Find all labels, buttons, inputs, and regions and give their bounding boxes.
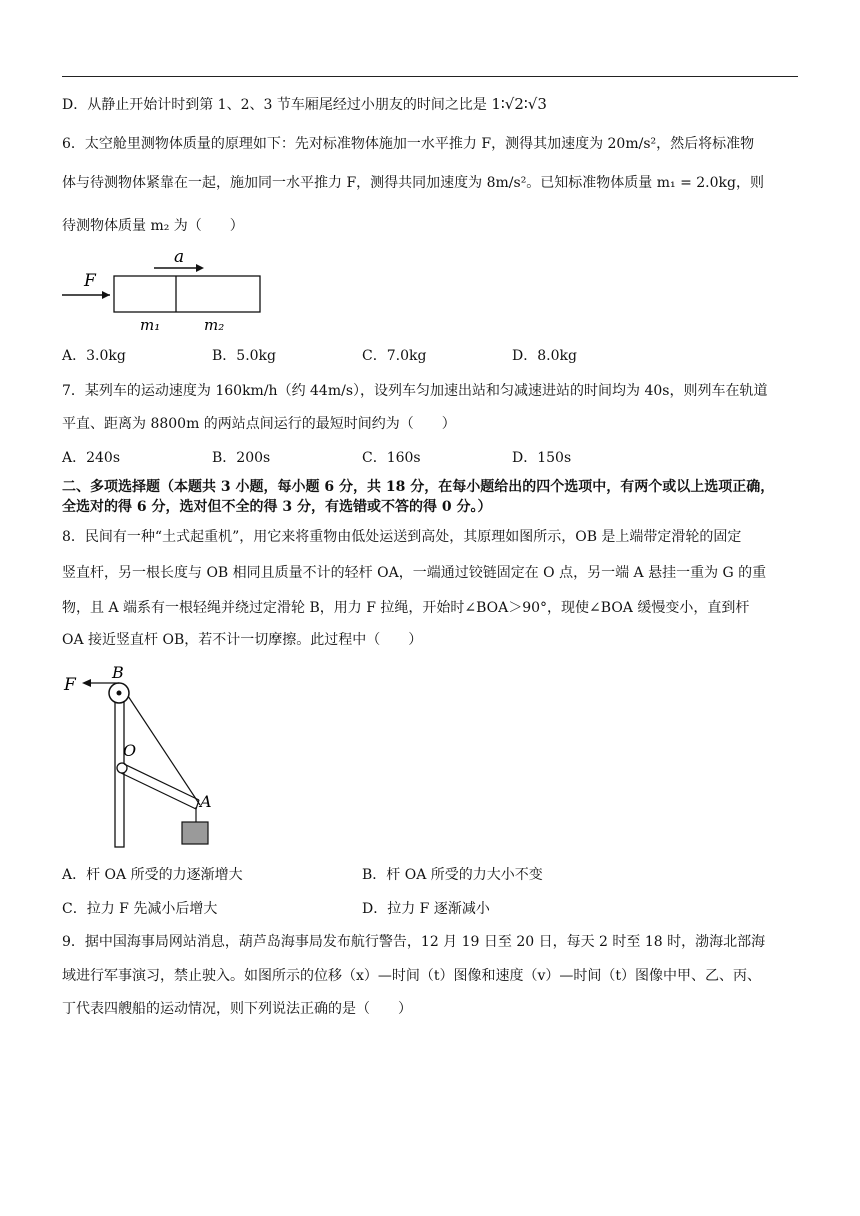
q7-line2: 平直、距离为 8800m 的两站点间运行的最短时间约为（ ） <box>62 416 456 432</box>
q8-line4: OA 接近竖直杆 OB，若不计一切摩擦。此过程中（ ） <box>62 632 423 648</box>
q9-line2: 域进行军事演习，禁止驶入。如图所示的位移（x）—时间（t）图像和速度（v）—时间（t）图像中甲、乙、丙、 <box>62 968 762 984</box>
q8-crane-figure <box>60 662 220 852</box>
section2-heading-line1: 二、多项选择题（本题共 3 小题，每小题 6 分，共 18 分，在每小题给出的四个选项中，有两个或以上选项正确， <box>62 479 775 495</box>
q5-ratio: 1∶√2∶√3 <box>491 95 547 113</box>
pull-arrow-head <box>82 679 91 687</box>
q6-line1: 6．太空舱里测物体质量的原理如下：先对标准物体施加一水平推力 F，测得其加速度为 20m/s²，然后将标准物 <box>62 136 755 152</box>
q7-option-c[interactable]: C．160s <box>362 450 421 466</box>
pulley-axle <box>117 691 122 696</box>
accel-label: a <box>174 248 185 267</box>
q6-option-a[interactable]: A．3.0kg <box>62 348 126 364</box>
q7-option-d[interactable]: D．150s <box>512 450 572 466</box>
q5-option-d[interactable] <box>62 94 547 115</box>
q9-line1: 9．据中国海事局网站消息，葫芦岛海事局发布航行警告，12 月 19 日至 20 日，每天 2 时至 18 时，渤海北部海 <box>62 934 766 950</box>
q5-option-d-text: D．从静止开始计时到第 1、2、3 节车厢尾经过小朋友的时间之比是 <box>62 97 487 113</box>
q8-line3: 物，且 A 端系有一根轻绳并绕过定滑轮 B，用力 F 拉绳，开始时∠BOA＞90°，现使∠BOA 缓慢变小，直到杆 <box>62 600 750 616</box>
q8-line1: 8．民间有一种“土式起重机”，用它来将重物由低处运送到高处，其原理如图所示，OB 是上端带定滑轮的固定 <box>62 529 742 545</box>
q6-option-c[interactable]: C．7.0kg <box>362 348 427 364</box>
q6-line3: 待测物体质量 m₂ 为（ ） <box>62 218 244 234</box>
label-o: O <box>123 741 137 760</box>
label-f: F <box>64 675 76 695</box>
blocks-outline <box>114 276 260 312</box>
accel-arrow-head <box>196 264 204 272</box>
q6-block-figure <box>60 248 270 340</box>
rod-oa-bottom <box>121 773 196 809</box>
q6-option-d[interactable]: D．8.0kg <box>512 348 577 364</box>
q8-option-c[interactable]: C．拉力 F 先减小后增大 <box>62 901 218 917</box>
q8-line2: 竖直杆，另一根长度与 OB 相同且质量不计的轻杆 OA，一端通过铰链固定在 O 点，另一端 A 悬挂一重为 G 的重 <box>62 565 767 581</box>
q7-option-a[interactable]: A．240s <box>62 450 121 466</box>
force-arrow-head <box>102 291 110 299</box>
rope-b-to-a <box>128 696 200 805</box>
q7-option-b[interactable]: B．200s <box>212 450 271 466</box>
section2-heading-line2: 全选对的得 6 分，选对但不全的得 3 分，有选错或不答的得 0 分。） <box>62 499 492 515</box>
q6-line2: 体与待测物体紧靠在一起，施加同一水平推力 F，测得共同加速度为 8m/s²。已知标准物体质量 m₁ = 2.0kg，则 <box>62 175 764 191</box>
label-a: A <box>200 792 212 811</box>
q9-line3: 丁代表四艘船的运动情况，则下列说法正确的是（ ） <box>62 1001 412 1017</box>
header-rule <box>62 76 798 77</box>
weight-block <box>182 822 208 844</box>
q8-option-b[interactable]: B．杆 OA 所受的力大小不变 <box>362 867 543 883</box>
q6-option-b[interactable]: B．5.0kg <box>212 348 276 364</box>
q7-line1: 7．某列车的运动速度为 160km/h（约 44m/s），设列车匀加速出站和匀减速进站的时间均为 40s，则列车在轨道 <box>62 383 768 399</box>
q8-option-d[interactable]: D．拉力 F 逐渐减小 <box>362 901 490 917</box>
m2-label: m₂ <box>204 316 225 334</box>
q8-option-a[interactable]: A．杆 OA 所受的力逐渐增大 <box>62 867 243 883</box>
rod-oa-top <box>124 764 199 800</box>
m1-label: m₁ <box>140 316 161 334</box>
label-b: B <box>112 663 124 682</box>
force-label: F <box>84 271 96 291</box>
